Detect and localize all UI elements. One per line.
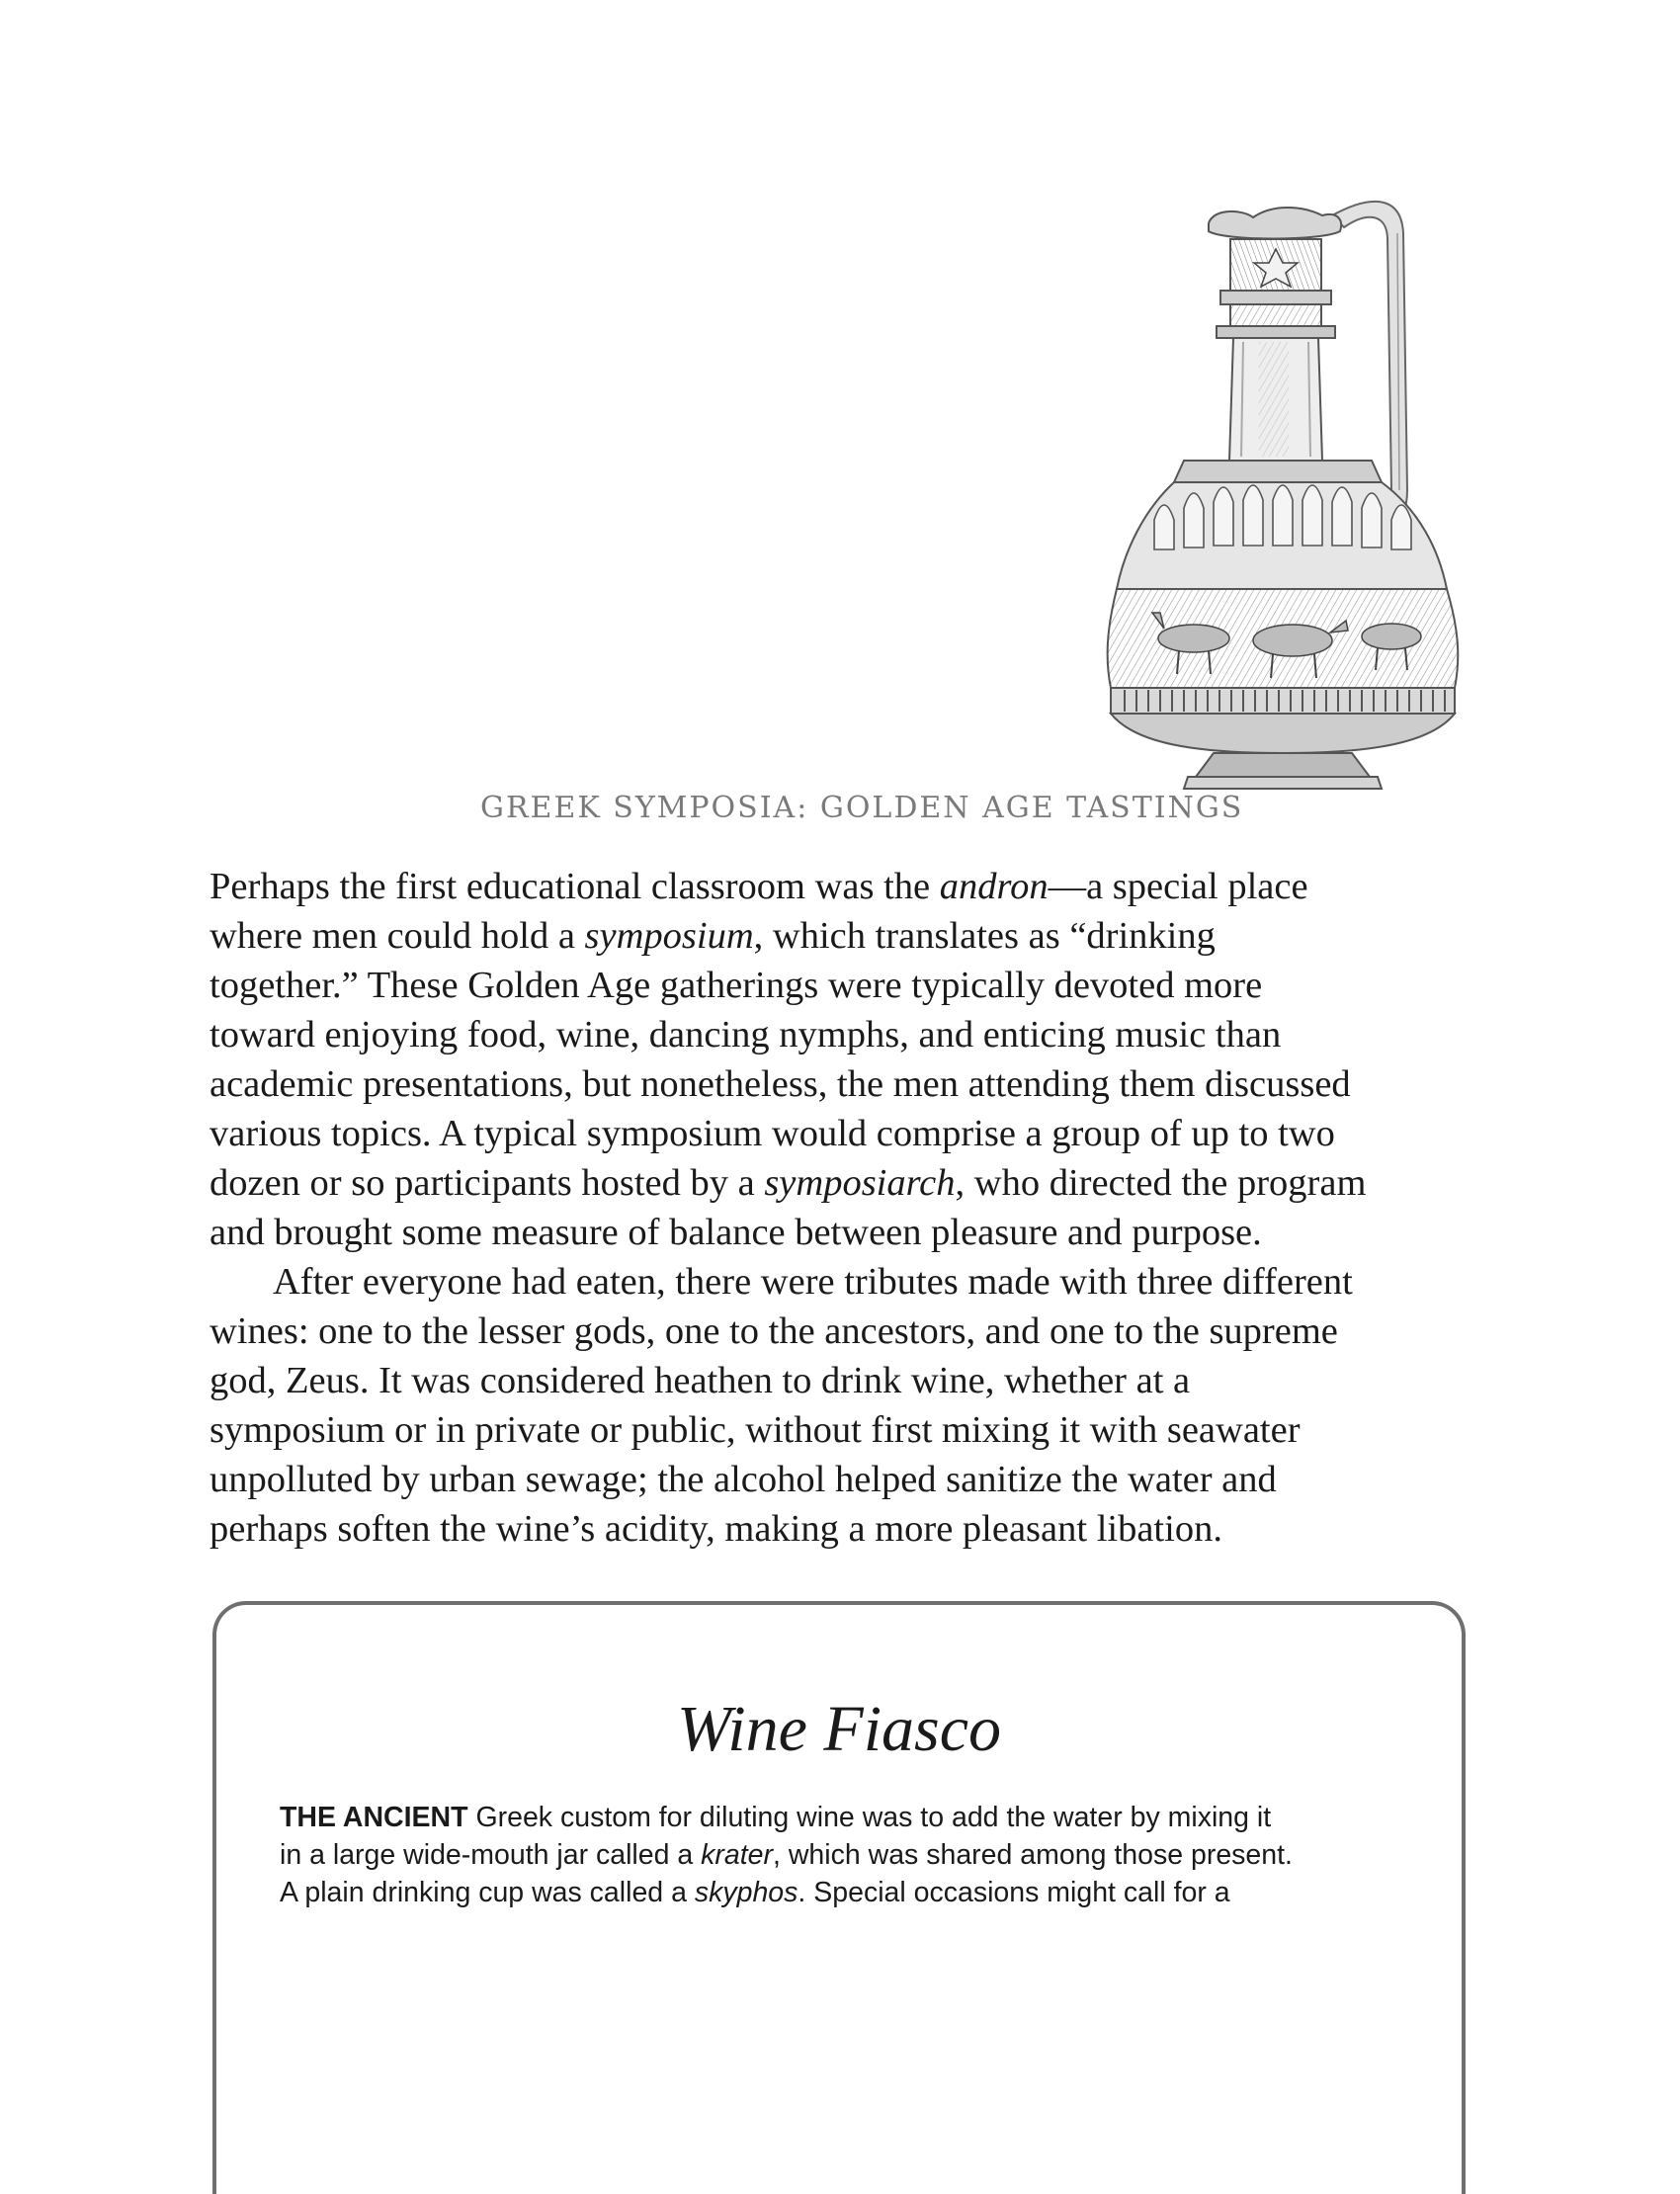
text-line: where men could hold a symposium, which translates as “drinking	[210, 915, 1216, 957]
text-line: symposium or in private or public, without first mixing it with seawater	[210, 1409, 1301, 1451]
text-line: perhaps soften the wine’s acidity, making a more pleasant libation.	[210, 1508, 1222, 1550]
text-line: Perhaps the first educational classroom was the andron—a special place	[210, 866, 1308, 907]
text-line: together.” These Golden Age gatherings were typically devoted more	[210, 965, 1263, 1006]
text-line: unpolluted by urban sewage; the alcohol helped sanitize the water and	[210, 1459, 1277, 1500]
paragraph	[210, 1257, 1484, 1554]
sidebar-text	[280, 1799, 1416, 1911]
body-text	[210, 862, 1484, 1554]
text-line: various topics. A typical symposium would comprise a group of up to two	[210, 1113, 1335, 1154]
italic-term: skyphos	[694, 1877, 798, 1908]
text-line: and brought some measure of balance between pleasure and purpose.	[210, 1212, 1262, 1253]
italic-term: symposium	[584, 915, 754, 957]
greek-ewer-illustration	[1085, 194, 1480, 791]
text-line: toward enjoying food, wine, dancing nymphs, and enticing music than	[210, 1014, 1282, 1055]
paragraph	[210, 862, 1484, 1257]
running-head	[0, 791, 1680, 825]
italic-term: krater	[701, 1839, 773, 1871]
text-line: A plain drinking cup was called a skyphos. Special occasions might call for a	[280, 1877, 1230, 1908]
text-line: After everyone had eaten, there were tributes made with three different	[273, 1261, 1353, 1303]
text-line: god, Zeus. It was considered heathen to drink wine, whether at a	[210, 1360, 1191, 1401]
text-line: in a large wide-mouth jar called a krater, which was shared among those present.	[280, 1839, 1293, 1871]
text-line: dozen or so participants hosted by a symposiarch, who directed the program	[210, 1162, 1367, 1204]
sidebar-title: Wine Fiasco	[676, 1693, 1002, 1765]
text-line: academic presentations, but nonetheless, the men attending them discussed	[210, 1063, 1351, 1105]
text-line: wines: one to the lesser gods, one to the ancestors, and one to the supreme	[210, 1310, 1338, 1352]
italic-term: andron	[939, 866, 1049, 907]
lead-in: THE ANCIENT	[280, 1802, 468, 1833]
sidebar-box	[212, 1601, 1466, 2194]
italic-term: symposiarch	[764, 1162, 956, 1204]
text-line: THE ANCIENT Greek custom for diluting wine was to add the water by mixing it	[280, 1802, 1272, 1833]
running-head-text: GREEK SYMPOSIA: GOLDEN AGE TASTINGS	[480, 791, 1244, 825]
